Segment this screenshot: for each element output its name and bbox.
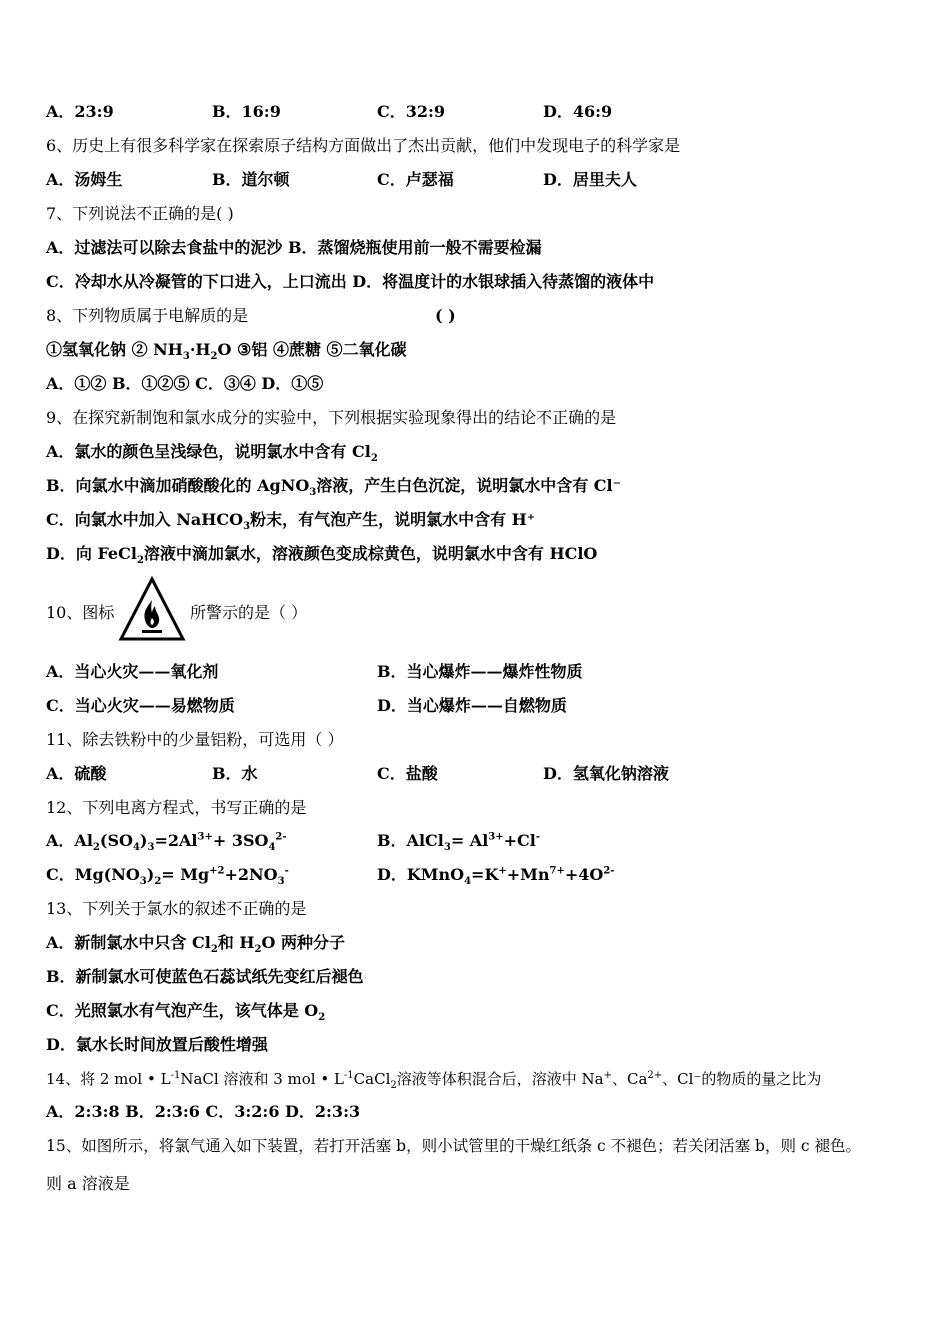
q9-b-text: B．向氯水中滴加硝酸酸化的 AgNO <box>46 476 310 495</box>
q6-option-d: D．居里夫人 <box>543 170 637 189</box>
flammable-warning-icon <box>118 576 186 642</box>
q9-stem: 9、在探究新制饱和氯水成分的实验中，下列根据实验现象得出的结论不正确的是 <box>46 408 617 427</box>
q10-option-b: B．当心爆炸——爆炸性物质 <box>377 662 583 681</box>
q5-option-a: A．23:9 <box>46 102 114 121</box>
q5-option-d: D．46:9 <box>543 102 613 121</box>
q9-a-text: A．氯水的颜色呈浅绿色，说明氯水中含有 Cl <box>46 442 371 461</box>
q6-option-b: B．道尔顿 <box>212 170 290 189</box>
q10-stem-post: 所警示的是（ ） <box>190 603 308 622</box>
q6-option-c: C．卢瑟福 <box>377 170 454 189</box>
q8-items-text: ①氢氧化钠 ② NH <box>46 340 183 359</box>
q7-options-ab: A．过滤法可以除去食盐中的泥沙 B．蒸馏烧瓶使用前一般不需要检漏 <box>46 238 542 257</box>
q11-option-d: D．氢氧化钠溶液 <box>543 764 669 783</box>
q9-d-text: D．向 FeCl <box>46 544 137 563</box>
q6-option-a: A．汤姆生 <box>46 170 123 189</box>
q10-option-c: C．当心火灾——易燃物质 <box>46 696 235 715</box>
q11-stem: 11、除去铁粉中的少量铝粉，可选用（ ） <box>46 730 344 749</box>
q8-items-text: ·H <box>189 340 211 359</box>
q5-option-c: C．32:9 <box>377 102 446 121</box>
q10-option-a: A．当心火灾——氧化剂 <box>46 662 219 681</box>
q13-stem: 13、下列关于氯水的叙述不正确的是 <box>46 899 307 918</box>
q9-c-text: C．向氯水中加入 NaHCO <box>46 510 244 529</box>
q9-option-c <box>46 509 535 531</box>
q11-option-c: C．盐酸 <box>377 764 438 783</box>
q9-option-a <box>46 441 378 463</box>
q10-stem-pre: 10、图标 <box>46 603 115 622</box>
q8-sub: 2 <box>210 351 218 363</box>
q8-stem-text: 8、下列物质属于电解质的是 <box>46 306 249 325</box>
q15-stem-line1: 15、如图所示，将氯气通入如下装置，若打开活塞 b，则小试管里的干燥红纸条 c 不褪色；若关闭活塞 b，则 c 褪色。 <box>46 1137 861 1155</box>
q9-d-text: 溶液中滴加氯水，溶液颜色变成棕黄色，说明氯水中含有 HClO <box>143 544 598 563</box>
q12-option-c: C．$Mg(NO_3)_2= Mg^{+2}+2NO_3^-$ <box>46 865 289 888</box>
q7-options-cd: C．冷却水从冷凝管的下口进入，上口流出 D．将温度计的水银球插入待蒸馏的液体中 <box>46 272 655 291</box>
q12-option-d: D．$KMnO_4=K^++Mn^{7+}+4O^{2-}$ <box>377 865 615 888</box>
q9-sub: 2 <box>370 453 378 465</box>
q11-option-a: A．硫酸 <box>46 764 107 783</box>
q13-option-d: D．氯水长时间放置后酸性增强 <box>46 1035 268 1054</box>
q12-stem: 12、下列电离方程式，书写正确的是 <box>46 798 307 817</box>
q9-option-d <box>46 543 597 565</box>
q6-stem: 6、历史上有很多科学家在探索原子结构方面做出了杰出贡献，他们中发现电子的科学家是 <box>46 136 681 155</box>
q14-options: A．2:3:8 B．2:3:6 C．3:2:6 D．2:3:3 <box>46 1102 361 1121</box>
q13-option-c: C．光照氯水有气泡产生，该气体是 $O_2$ <box>46 1001 326 1024</box>
q8-stem <box>46 305 456 327</box>
q12-option-b: B．AlCl$_3$= $Al^{3+}+Cl^-$ <box>377 831 540 854</box>
q8-paren: ( ) <box>435 306 456 325</box>
q9-sub: 3 <box>243 521 251 533</box>
q9-sub: 2 <box>136 555 144 567</box>
q9-b-text: 溶液，产生白色沉淀，说明氯水中含有 Cl⁻ <box>316 476 622 495</box>
q14-stem: 14、将 2 mol • $L^{-1}NaCl$ 溶液和 3 mol • $L^{-1}CaCl_2$溶液等体积混合后，溶液中 Na+、$Ca^{2+}$、Cl⁻的物质的量之比为 <box>46 1070 822 1091</box>
q8-options: A．①② B．①②⑤ C．③④ D．①⑤ <box>46 374 324 393</box>
q15-stem-line2: 则 a 溶液是 <box>46 1174 130 1193</box>
q13-option-a: A．新制氯水中只含 $Cl_2$和 $H_2O$ 两种分子 <box>46 933 345 956</box>
q9-option-b <box>46 475 621 497</box>
q8-items-text: O ③铝 ④蔗糖 ⑤二氧化碳 <box>217 340 407 359</box>
q10-option-d: D．当心爆炸——自燃物质 <box>377 696 567 715</box>
q8-items <box>46 339 407 361</box>
q11-option-b: B．水 <box>212 764 258 783</box>
q7-stem: 7、下列说法不正确的是( ) <box>46 204 234 223</box>
q9-sub: 3 <box>309 487 317 499</box>
q13-option-b: B．新制氯水可使蓝色石蕊试纸先变红后褪色 <box>46 967 364 986</box>
q5-option-b: B．16:9 <box>212 102 281 121</box>
q8-sub: 3 <box>182 351 190 363</box>
q12-option-a: A．$Al_2(SO_4)_3=2Al^{3+}+ 3SO_4^{2-}$ <box>46 831 287 854</box>
q9-c-text: 粉末，有气泡产生，说明氯水中含有 H⁺ <box>250 510 536 529</box>
